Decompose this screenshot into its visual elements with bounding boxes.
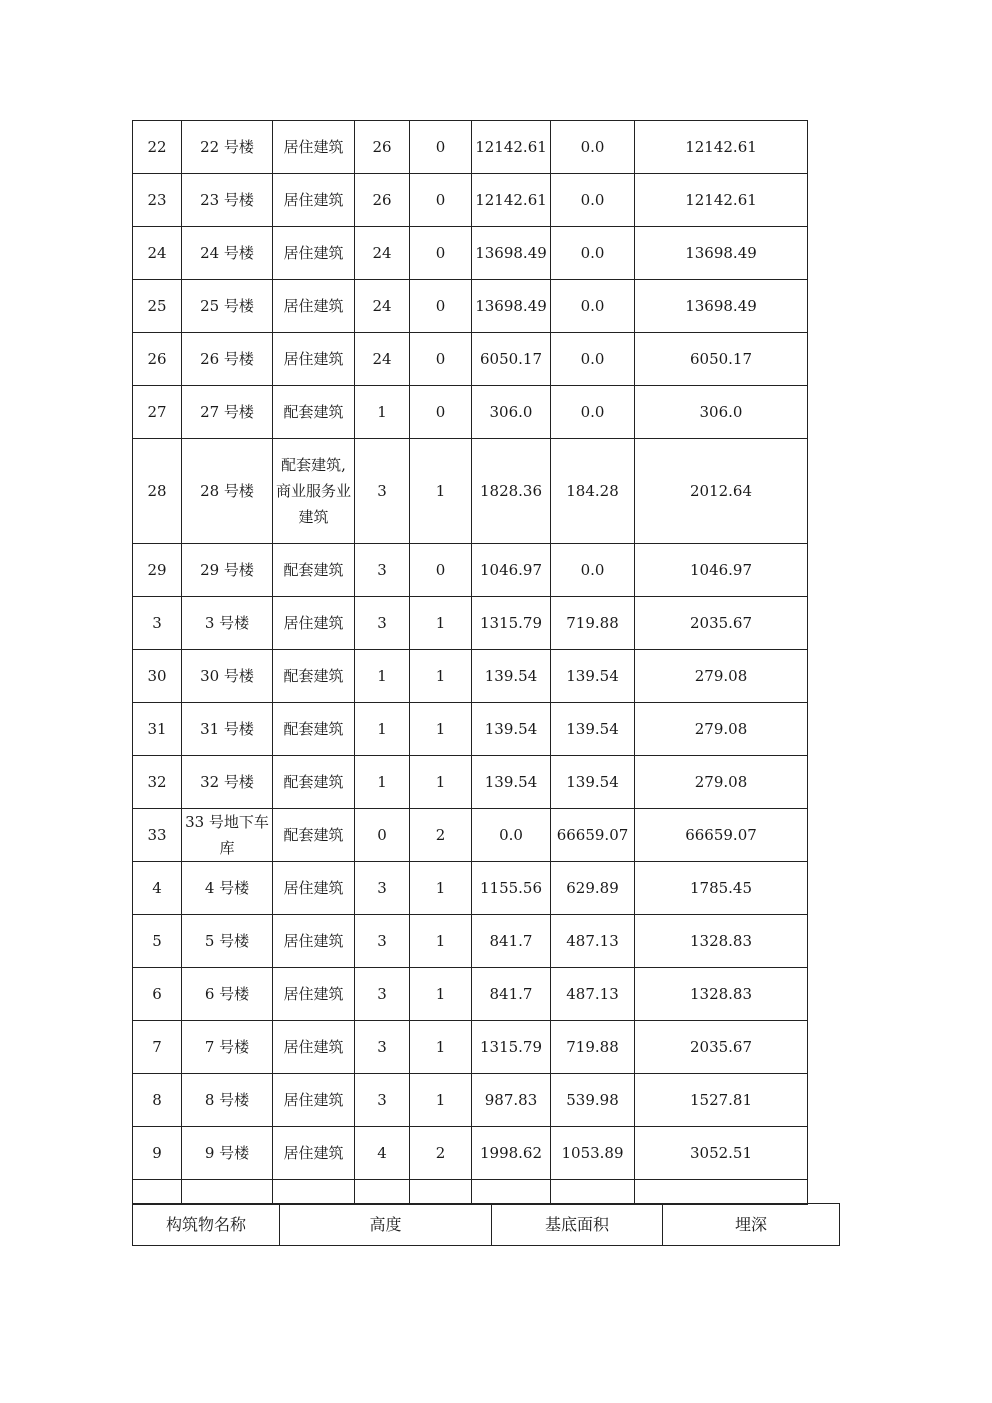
table-row <box>133 703 808 756</box>
building-name-cell: 29 号楼 <box>182 544 273 597</box>
area-above-cell: 987.83 <box>472 1074 551 1127</box>
table-row <box>133 1127 808 1180</box>
total-area-cell: 12142.61 <box>635 121 808 174</box>
table-row <box>133 439 808 544</box>
area-above-cell: 12142.61 <box>472 121 551 174</box>
total-area-cell: 2035.67 <box>635 1021 808 1074</box>
floors-above-cell: 24 <box>355 333 410 386</box>
floors-above-cell: 1 <box>355 386 410 439</box>
area-below-cell: 0.0 <box>551 280 635 333</box>
building-type-cell: 配套建筑 <box>273 544 355 597</box>
empty-cell <box>410 1180 472 1205</box>
table-row <box>133 280 808 333</box>
table-row <box>133 968 808 1021</box>
empty-cell <box>551 1180 635 1205</box>
building-type-cell: 居住建筑 <box>273 121 355 174</box>
structure-header-row <box>133 1204 840 1246</box>
building-type-cell: 居住建筑 <box>273 1127 355 1180</box>
area-below-cell: 0.0 <box>551 333 635 386</box>
row-number-cell: 4 <box>133 862 182 915</box>
building-type-cell: 居住建筑 <box>273 1021 355 1074</box>
area-above-cell: 1998.62 <box>472 1127 551 1180</box>
empty-cell <box>133 1180 182 1205</box>
total-area-cell: 1527.81 <box>635 1074 808 1127</box>
floors-below-cell: 0 <box>410 544 472 597</box>
floors-below-cell: 1 <box>410 968 472 1021</box>
row-number-cell: 33 <box>133 809 182 862</box>
floors-above-cell: 1 <box>355 650 410 703</box>
floors-above-cell: 3 <box>355 968 410 1021</box>
total-area-cell: 2012.64 <box>635 439 808 544</box>
table-row <box>133 333 808 386</box>
row-number-cell: 30 <box>133 650 182 703</box>
floors-below-cell: 1 <box>410 439 472 544</box>
row-number-cell: 31 <box>133 703 182 756</box>
area-above-cell: 12142.61 <box>472 174 551 227</box>
row-number-cell: 28 <box>133 439 182 544</box>
floors-above-cell: 3 <box>355 862 410 915</box>
area-below-cell: 0.0 <box>551 121 635 174</box>
building-type-cell: 配套建筑 <box>273 650 355 703</box>
building-type-cell: 配套建筑 <box>273 703 355 756</box>
area-above-cell: 1828.36 <box>472 439 551 544</box>
floors-below-cell: 1 <box>410 703 472 756</box>
building-type-cell: 居住建筑 <box>273 280 355 333</box>
floors-below-cell: 1 <box>410 756 472 809</box>
building-name-cell: 22 号楼 <box>182 121 273 174</box>
row-number-cell: 25 <box>133 280 182 333</box>
building-type-cell: 居住建筑 <box>273 862 355 915</box>
floors-above-cell: 3 <box>355 597 410 650</box>
floors-below-cell: 1 <box>410 650 472 703</box>
area-above-cell: 1046.97 <box>472 544 551 597</box>
row-number-cell: 32 <box>133 756 182 809</box>
table-row <box>133 227 808 280</box>
building-name-cell: 27 号楼 <box>182 386 273 439</box>
row-number-cell: 22 <box>133 121 182 174</box>
building-name-cell: 25 号楼 <box>182 280 273 333</box>
row-number-cell: 7 <box>133 1021 182 1074</box>
total-area-cell: 2035.67 <box>635 597 808 650</box>
total-area-cell: 1785.45 <box>635 862 808 915</box>
area-below-cell: 0.0 <box>551 544 635 597</box>
area-above-cell: 1155.56 <box>472 862 551 915</box>
table-row <box>133 862 808 915</box>
floors-below-cell: 2 <box>410 1127 472 1180</box>
building-name-cell: 33 号地下车库 <box>182 809 273 862</box>
total-area-cell: 13698.49 <box>635 280 808 333</box>
table-row <box>133 597 808 650</box>
floors-above-cell: 3 <box>355 915 410 968</box>
total-area-cell: 279.08 <box>635 703 808 756</box>
total-area-cell: 1046.97 <box>635 544 808 597</box>
building-name-cell: 8 号楼 <box>182 1074 273 1127</box>
total-area-cell: 306.0 <box>635 386 808 439</box>
building-type-cell: 配套建筑 <box>273 386 355 439</box>
area-below-cell: 0.0 <box>551 386 635 439</box>
area-below-cell: 719.88 <box>551 1021 635 1074</box>
building-type-cell: 居住建筑 <box>273 174 355 227</box>
area-above-cell: 1315.79 <box>472 1021 551 1074</box>
floors-above-cell: 4 <box>355 1127 410 1180</box>
depth-header: 埋深 <box>663 1204 840 1246</box>
area-below-cell: 1053.89 <box>551 1127 635 1180</box>
total-area-cell: 1328.83 <box>635 968 808 1021</box>
building-name-cell: 5 号楼 <box>182 915 273 968</box>
floors-below-cell: 0 <box>410 174 472 227</box>
area-below-cell: 139.54 <box>551 703 635 756</box>
floors-below-cell: 0 <box>410 333 472 386</box>
building-name-cell: 26 号楼 <box>182 333 273 386</box>
row-number-cell: 9 <box>133 1127 182 1180</box>
empty-cell <box>273 1180 355 1205</box>
structure-header-table <box>132 1203 840 1246</box>
floors-below-cell: 0 <box>410 121 472 174</box>
base-area-header: 基底面积 <box>492 1204 663 1246</box>
table-row <box>133 544 808 597</box>
building-type-cell: 居住建筑 <box>273 597 355 650</box>
area-above-cell: 139.54 <box>472 650 551 703</box>
total-area-cell: 66659.07 <box>635 809 808 862</box>
area-below-cell: 184.28 <box>551 439 635 544</box>
floors-above-cell: 3 <box>355 1074 410 1127</box>
area-below-cell: 66659.07 <box>551 809 635 862</box>
floors-below-cell: 0 <box>410 280 472 333</box>
building-name-cell: 32 号楼 <box>182 756 273 809</box>
floors-above-cell: 26 <box>355 174 410 227</box>
row-number-cell: 8 <box>133 1074 182 1127</box>
building-name-cell: 3 号楼 <box>182 597 273 650</box>
empty-cell <box>182 1180 273 1205</box>
building-name-cell: 28 号楼 <box>182 439 273 544</box>
empty-cell <box>355 1180 410 1205</box>
total-area-cell: 1328.83 <box>635 915 808 968</box>
floors-below-cell: 0 <box>410 227 472 280</box>
area-below-cell: 539.98 <box>551 1074 635 1127</box>
total-area-cell: 279.08 <box>635 650 808 703</box>
building-type-cell: 配套建筑 <box>273 756 355 809</box>
floors-below-cell: 1 <box>410 597 472 650</box>
building-name-cell: 9 号楼 <box>182 1127 273 1180</box>
area-above-cell: 841.7 <box>472 968 551 1021</box>
area-below-cell: 0.0 <box>551 227 635 280</box>
row-number-cell: 23 <box>133 174 182 227</box>
table-row <box>133 756 808 809</box>
building-name-cell: 24 号楼 <box>182 227 273 280</box>
area-above-cell: 139.54 <box>472 703 551 756</box>
row-number-cell: 29 <box>133 544 182 597</box>
floors-above-cell: 1 <box>355 756 410 809</box>
floors-below-cell: 1 <box>410 862 472 915</box>
floors-above-cell: 3 <box>355 544 410 597</box>
area-below-cell: 629.89 <box>551 862 635 915</box>
floors-below-cell: 1 <box>410 1021 472 1074</box>
building-name-cell: 7 号楼 <box>182 1021 273 1074</box>
building-name-cell: 23 号楼 <box>182 174 273 227</box>
area-below-cell: 139.54 <box>551 756 635 809</box>
building-type-cell: 居住建筑 <box>273 333 355 386</box>
area-below-cell: 487.13 <box>551 968 635 1021</box>
area-above-cell: 1315.79 <box>472 597 551 650</box>
row-number-cell: 26 <box>133 333 182 386</box>
building-area-table <box>132 120 808 1205</box>
building-type-cell: 居住建筑 <box>273 968 355 1021</box>
floors-above-cell: 0 <box>355 809 410 862</box>
table-row <box>133 1021 808 1074</box>
area-above-cell: 6050.17 <box>472 333 551 386</box>
building-name-cell: 31 号楼 <box>182 703 273 756</box>
building-type-cell: 居住建筑 <box>273 1074 355 1127</box>
floors-above-cell: 26 <box>355 121 410 174</box>
structure-name-header: 构筑物名称 <box>133 1204 280 1246</box>
table-row <box>133 174 808 227</box>
area-below-cell: 487.13 <box>551 915 635 968</box>
area-above-cell: 0.0 <box>472 809 551 862</box>
floors-above-cell: 24 <box>355 227 410 280</box>
total-area-cell: 13698.49 <box>635 227 808 280</box>
building-name-cell: 30 号楼 <box>182 650 273 703</box>
table-row <box>133 809 808 862</box>
floors-below-cell: 0 <box>410 386 472 439</box>
area-above-cell: 139.54 <box>472 756 551 809</box>
building-type-cell: 居住建筑 <box>273 915 355 968</box>
building-name-cell: 6 号楼 <box>182 968 273 1021</box>
table-row <box>133 915 808 968</box>
area-above-cell: 841.7 <box>472 915 551 968</box>
table-row <box>133 650 808 703</box>
floors-above-cell: 1 <box>355 703 410 756</box>
area-below-cell: 139.54 <box>551 650 635 703</box>
row-number-cell: 6 <box>133 968 182 1021</box>
area-below-cell: 719.88 <box>551 597 635 650</box>
floors-below-cell: 1 <box>410 915 472 968</box>
building-type-cell: 配套建筑,商业服务业建筑 <box>273 439 355 544</box>
height-header: 高度 <box>280 1204 492 1246</box>
floors-above-cell: 3 <box>355 439 410 544</box>
floors-above-cell: 3 <box>355 1021 410 1074</box>
total-area-cell: 12142.61 <box>635 174 808 227</box>
floors-below-cell: 2 <box>410 809 472 862</box>
building-table-body <box>133 121 808 1205</box>
row-number-cell: 24 <box>133 227 182 280</box>
area-above-cell: 306.0 <box>472 386 551 439</box>
table-row <box>133 386 808 439</box>
building-type-cell: 居住建筑 <box>273 227 355 280</box>
building-name-cell: 4 号楼 <box>182 862 273 915</box>
total-area-cell: 3052.51 <box>635 1127 808 1180</box>
area-above-cell: 13698.49 <box>472 280 551 333</box>
row-number-cell: 3 <box>133 597 182 650</box>
floors-above-cell: 24 <box>355 280 410 333</box>
total-area-cell: 279.08 <box>635 756 808 809</box>
building-type-cell: 配套建筑 <box>273 809 355 862</box>
empty-row <box>133 1180 808 1205</box>
area-above-cell: 13698.49 <box>472 227 551 280</box>
total-area-cell: 6050.17 <box>635 333 808 386</box>
floors-below-cell: 1 <box>410 1074 472 1127</box>
row-number-cell: 27 <box>133 386 182 439</box>
empty-cell <box>635 1180 808 1205</box>
area-below-cell: 0.0 <box>551 174 635 227</box>
table-row <box>133 1074 808 1127</box>
table-row <box>133 121 808 174</box>
row-number-cell: 5 <box>133 915 182 968</box>
empty-cell <box>472 1180 551 1205</box>
